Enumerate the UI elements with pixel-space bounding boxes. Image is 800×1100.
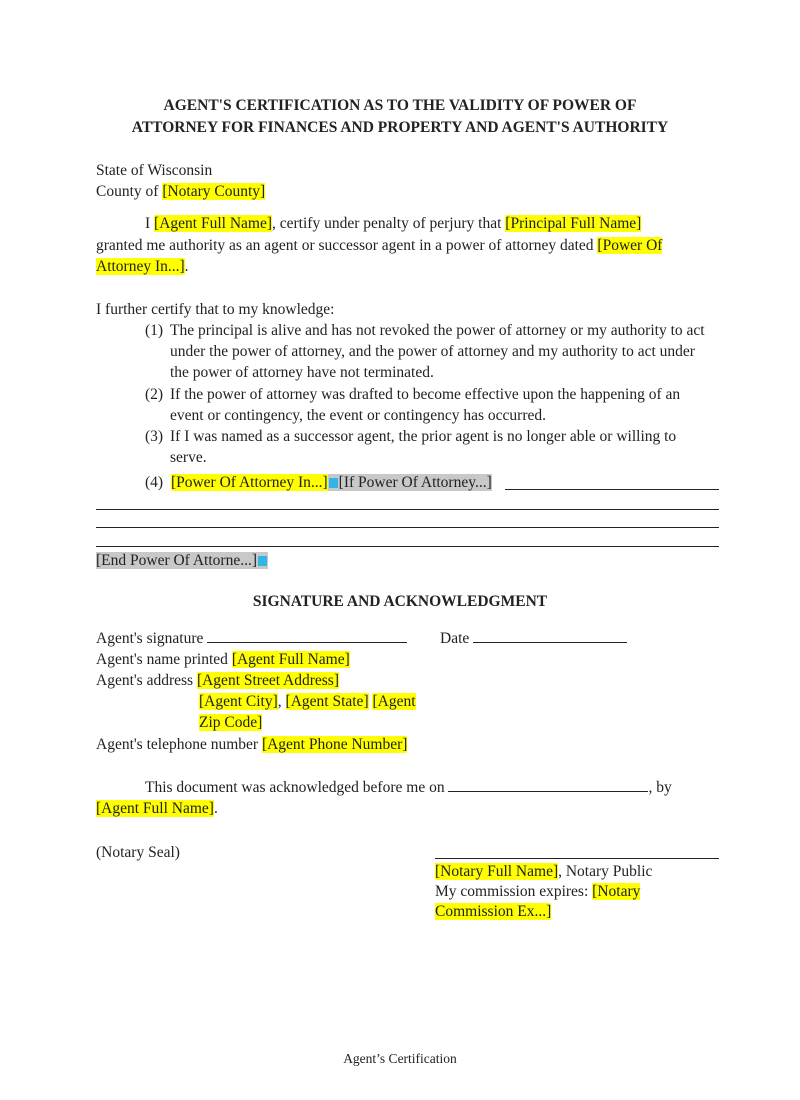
item4-number: (4): [145, 474, 164, 491]
blank-line: [96, 546, 719, 547]
blank-line: [505, 489, 719, 490]
agent-zip-field-part1[interactable]: [Agent: [372, 693, 416, 710]
commission-label: My commission expires:: [435, 883, 589, 900]
agent-phone-field[interactable]: [Agent Phone Number]: [261, 736, 408, 753]
intro-i: I: [145, 215, 151, 232]
notary-public-label: , Notary Public: [558, 863, 653, 880]
notary-commission-field-part1[interactable]: [Notary: [592, 883, 641, 900]
signature-heading: SIGNATURE AND ACKNOWLEDGMENT: [252, 593, 548, 610]
page-footer: Agent’s Certification: [343, 1051, 457, 1066]
commission-line: [435, 881, 640, 902]
poa-info-field[interactable]: [Power Of Attorney In...]: [170, 474, 328, 491]
end-poa-conditional-field[interactable]: [End Power Of Attorne...]: [96, 552, 257, 569]
ack-line2: [96, 798, 218, 819]
zip-line: [199, 712, 262, 733]
ack-period: .: [213, 800, 218, 817]
intro-certify-text: , certify under penalty of perjury that: [272, 215, 502, 232]
item-number: (2): [145, 386, 164, 403]
agent-state-field[interactable]: [Agent State]: [285, 693, 369, 710]
intro-granted-text: granted me authority as an agent or successor agent in a power of attorney dated: [96, 237, 594, 254]
agent-signature-label: Agent's signature: [96, 630, 204, 647]
agent-zip-field-part2[interactable]: Zip Code]: [199, 714, 263, 731]
ack-date-blank[interactable]: [448, 777, 648, 792]
intro-line3: [96, 256, 189, 277]
item-number: (3): [145, 428, 164, 445]
ack-line1: [145, 777, 672, 798]
principal-full-name-field[interactable]: [Principal Full Name]: [505, 215, 642, 232]
ack-by: , by: [648, 779, 672, 796]
date-line: [440, 628, 627, 649]
item-text: The principal is alive and has not revoked the power of attorney or my authority to act under the power of attorney, and the power of attorney and my authority to act under the power of attorney have not terminated.: [170, 322, 705, 381]
notary-name-line: [435, 861, 652, 882]
intro-period: .: [184, 258, 189, 275]
agent-signature-line: [96, 628, 407, 649]
intro-line1: [145, 213, 641, 234]
phone-line: [96, 734, 407, 755]
date-label: Date: [440, 630, 470, 647]
list-item: [145, 426, 715, 468]
poa-date-field-part1[interactable]: [Power Of: [597, 237, 663, 254]
comma: ,: [277, 693, 282, 710]
agent-full-name-field[interactable]: [Agent Full Name]: [154, 215, 272, 232]
item-number: (1): [145, 322, 164, 339]
address-line: [96, 670, 339, 691]
document-title-line1: AGENT'S CERTIFICATION AS TO THE VALIDITY OF POWER OF: [163, 97, 637, 114]
notary-commission-field-part2[interactable]: Commission Ex...]: [435, 903, 552, 920]
name-printed-label: Agent's name printed: [96, 651, 228, 668]
item4-line: [145, 472, 492, 493]
list-item: [145, 320, 715, 383]
item-text: If the power of attorney was drafted to become effective upon the happening of an event or contingency, the event or contingency has occurred.: [170, 386, 681, 424]
notary-signature-line[interactable]: [435, 858, 719, 859]
if-poa-conditional-field[interactable]: [If Power Of Attorney...]: [338, 474, 492, 491]
phone-label: Agent's telephone number: [96, 736, 259, 753]
county-label: County of: [96, 183, 159, 200]
field-marker-icon: [329, 478, 338, 488]
blank-line: [96, 527, 719, 528]
agent-street-address-field[interactable]: [Agent Street Address]: [196, 672, 340, 689]
blank-line: [96, 509, 719, 510]
notary-full-name-field[interactable]: [Notary Full Name]: [435, 863, 559, 880]
ack-text: This document was acknowledged before me on: [145, 779, 445, 796]
intro-line2: [96, 235, 662, 256]
further-certify: I further certify that to my knowledge:: [96, 301, 335, 318]
field-marker-icon: [258, 556, 267, 566]
agent-signature-blank[interactable]: [207, 628, 407, 643]
notary-seal-label: (Notary Seal): [96, 844, 180, 861]
notary-county-field[interactable]: [Notary County]: [162, 183, 266, 200]
item-text: If I was named as a successor agent, the prior agent is no longer able or willing to serve.: [170, 428, 677, 466]
county-line: [96, 181, 265, 202]
commission-line2: [435, 901, 551, 922]
agent-city-field[interactable]: [Agent City]: [199, 693, 278, 710]
state-line: State of Wisconsin: [96, 162, 213, 179]
list-item: [145, 384, 715, 426]
agent-name-printed-field[interactable]: [Agent Full Name]: [231, 651, 350, 668]
ack-agent-name-field[interactable]: [Agent Full Name]: [96, 800, 214, 817]
name-printed-line: [96, 649, 350, 670]
poa-date-field-part2[interactable]: Attorney In...]: [96, 258, 185, 275]
document-title-line2: ATTORNEY FOR FINANCES AND PROPERTY AND AGENT'S AUTHORITY: [131, 119, 669, 136]
date-blank[interactable]: [473, 628, 627, 643]
city-state-line: [199, 691, 416, 712]
address-label: Agent's address: [96, 672, 194, 689]
end-conditional-line: [96, 550, 268, 571]
